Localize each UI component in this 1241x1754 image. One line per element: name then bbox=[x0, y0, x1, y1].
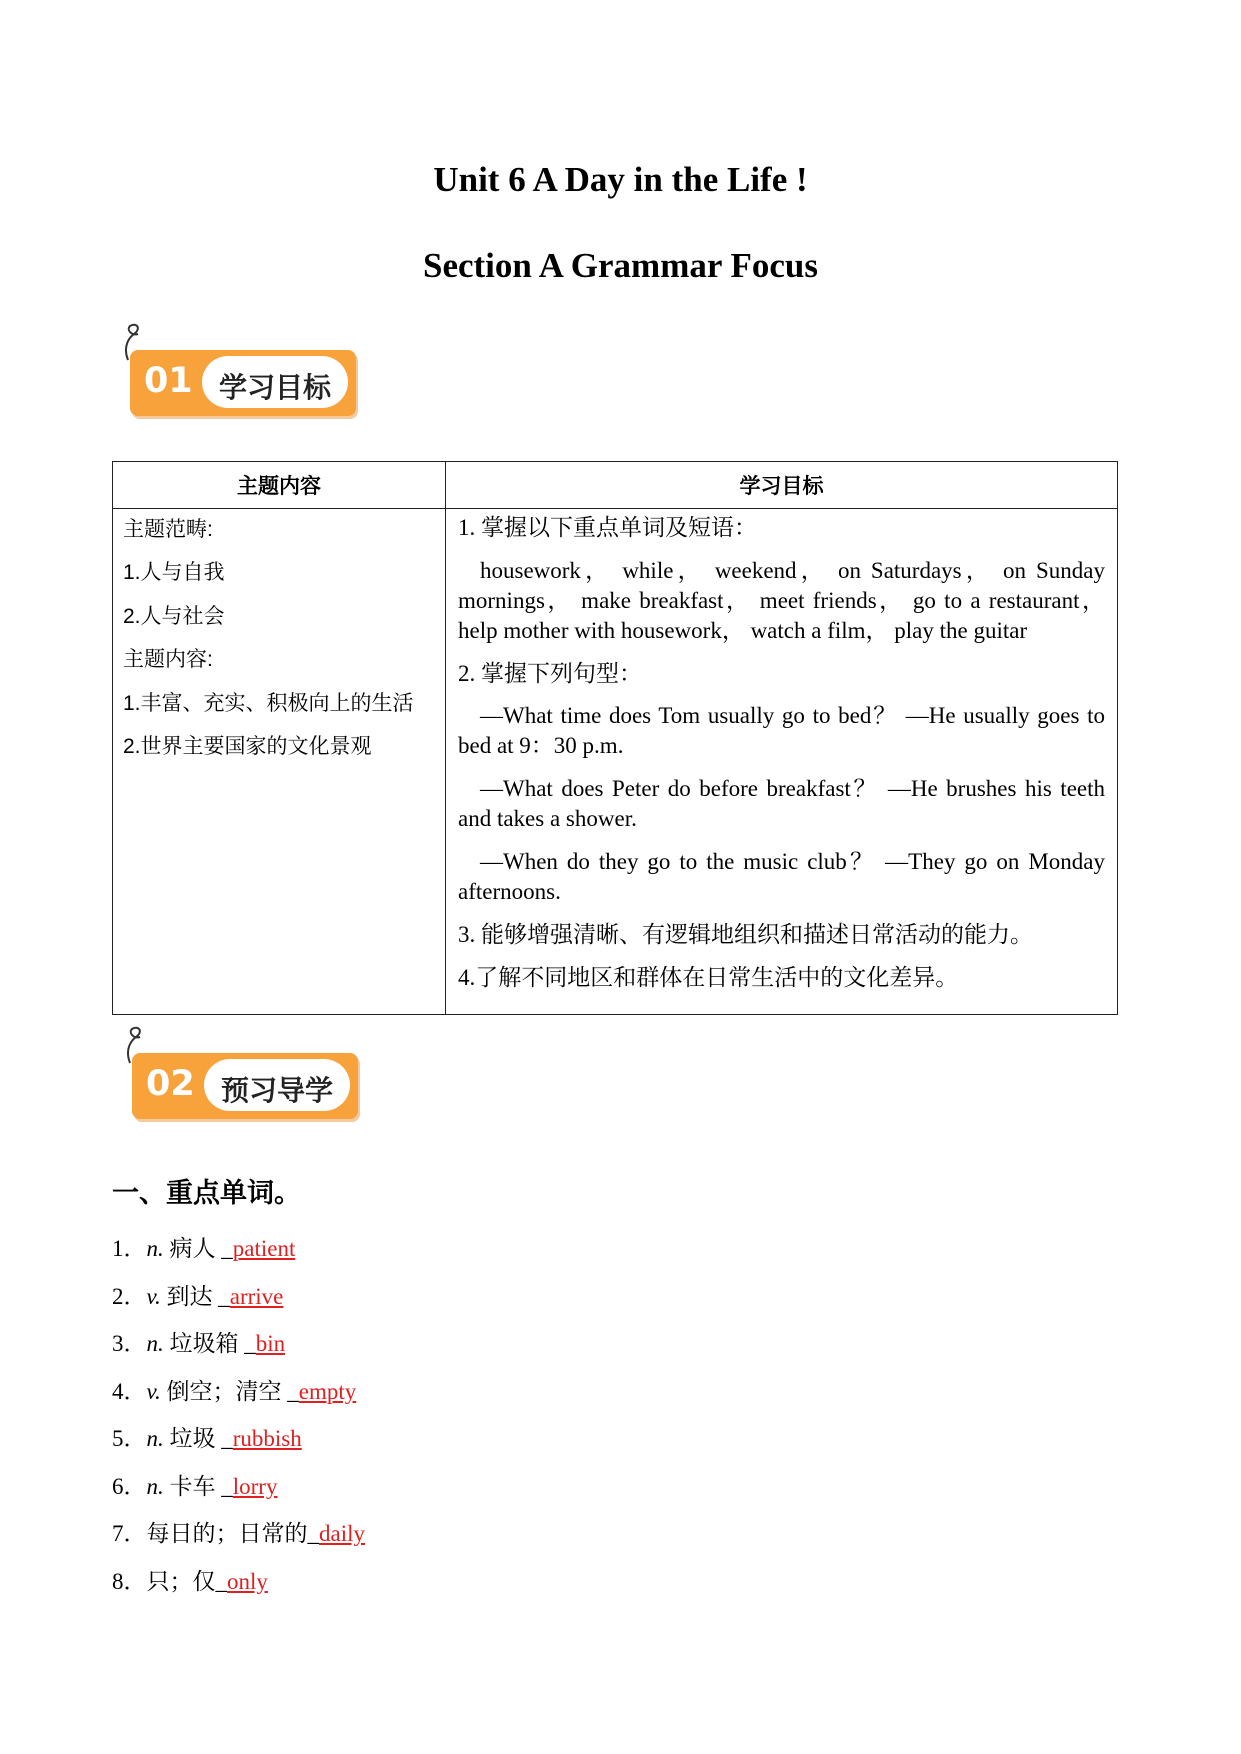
blank-line: _ bbox=[244, 1331, 256, 1356]
header-learning-goals: 学习目标 bbox=[446, 462, 1118, 509]
blank-line: _ bbox=[221, 1473, 233, 1499]
part-of-speech: v. bbox=[146, 1378, 161, 1404]
item-number: 8． bbox=[112, 1568, 147, 1594]
answer: lorry bbox=[232, 1473, 278, 1499]
part-of-speech: n. bbox=[146, 1331, 164, 1356]
vocab-item bbox=[112, 1419, 365, 1467]
answer: patient bbox=[232, 1236, 296, 1261]
item-number: 5． bbox=[112, 1426, 147, 1451]
goal-heading: 2. 掌握下列句型： bbox=[458, 660, 642, 686]
goal-sentence: —What does Peter do before breakfast？ —He brushes his teeth and takes a shower. bbox=[458, 776, 1105, 832]
meaning: 垃圾箱 bbox=[163, 1331, 245, 1356]
item-number: 7． bbox=[112, 1521, 147, 1546]
badge-number: 02 bbox=[146, 1064, 195, 1104]
theme-content-label: 主题内容: bbox=[123, 648, 213, 672]
vocab-item bbox=[112, 1467, 365, 1515]
vocab-item bbox=[112, 1562, 365, 1610]
meaning: 每日的；日常的 bbox=[146, 1521, 308, 1546]
blank-line: _ bbox=[307, 1521, 319, 1546]
vocab-item bbox=[112, 1514, 365, 1562]
vocab-item bbox=[112, 1229, 365, 1277]
answer: bin bbox=[255, 1331, 286, 1356]
goal-vocab-list: housework， while， weekend， on Saturdays， on Sunday mornings， make breakfast， meet friends， go to a restaurant， help mother with housework， watch a film， play the guitar bbox=[458, 557, 1105, 643]
badge-label: 学习目标 bbox=[218, 371, 331, 404]
blank-line: _ bbox=[287, 1378, 299, 1404]
goal-item: 3. 能够增强清晰、有逻辑地组织和描述日常活动的能力。 bbox=[458, 921, 1033, 947]
section-badge-02 bbox=[124, 1025, 364, 1125]
vocab-section-heading: 一、重点单词。 bbox=[112, 1178, 301, 1208]
answer: daily bbox=[319, 1521, 365, 1546]
goal-sentence: —What time does Tom usually go to bed？ —He usually goes to bed at 9：30 p.m. bbox=[458, 703, 1105, 759]
badge-pill bbox=[204, 1059, 350, 1111]
goal-heading: 1. 掌握以下重点单词及短语： bbox=[458, 515, 757, 540]
section-badge-01 bbox=[122, 322, 362, 422]
answer: only bbox=[227, 1568, 268, 1594]
blank-line: _ bbox=[218, 1283, 230, 1309]
part-of-speech: n. bbox=[146, 1426, 164, 1451]
item-number: 1． bbox=[112, 1236, 147, 1261]
meaning: 只；仅 bbox=[146, 1568, 216, 1594]
goal-item: 4.了解不同地区和群体在日常生活中的文化差异。 bbox=[458, 964, 959, 990]
badge-number: 01 bbox=[144, 361, 193, 401]
theme-item: 2.人与社会 bbox=[123, 604, 225, 628]
meaning: 倒空；清空 bbox=[160, 1378, 288, 1404]
header-theme-content: 主题内容 bbox=[113, 462, 446, 509]
answer: rubbish bbox=[232, 1426, 302, 1451]
section-title: Section A Grammar Focus bbox=[422, 246, 818, 285]
goal-sentence: —When do they go to the music club？ —They go on Monday afternoons. bbox=[458, 849, 1105, 904]
item-number: 3． bbox=[112, 1331, 147, 1356]
blank-line: _ bbox=[215, 1568, 227, 1594]
meaning: 垃圾 bbox=[163, 1426, 222, 1451]
part-of-speech: n. bbox=[146, 1236, 164, 1261]
item-number: 2． bbox=[112, 1283, 147, 1309]
meaning: 卡车 bbox=[163, 1473, 222, 1499]
blank-line: _ bbox=[221, 1426, 233, 1451]
table-header-row bbox=[113, 462, 1118, 509]
blank-line: _ bbox=[221, 1236, 233, 1261]
answer: arrive bbox=[229, 1283, 284, 1309]
answer: empty bbox=[298, 1378, 357, 1404]
theme-item: 2.世界主要国家的文化景观 bbox=[123, 734, 372, 758]
learning-goals-table bbox=[112, 461, 1118, 1015]
theme-content-cell bbox=[113, 509, 446, 1015]
theme-item: 1.丰富、充实、积极向上的生活 bbox=[123, 691, 414, 715]
theme-item: 1.人与自我 bbox=[123, 561, 225, 585]
meaning: 到达 bbox=[160, 1283, 219, 1309]
vocab-list bbox=[112, 1229, 365, 1609]
vocab-item bbox=[112, 1372, 365, 1420]
badge-label: 预习导学 bbox=[220, 1074, 333, 1107]
badge-tab bbox=[132, 1053, 358, 1119]
part-of-speech: n. bbox=[146, 1473, 164, 1499]
learning-goals-cell bbox=[446, 509, 1118, 1015]
vocab-item bbox=[112, 1324, 365, 1372]
item-number: 4． bbox=[112, 1378, 147, 1404]
theme-category-label: 主题范畴: bbox=[123, 518, 213, 541]
badge-pill bbox=[202, 356, 348, 408]
part-of-speech: v. bbox=[146, 1283, 161, 1309]
unit-title: Unit 6 A Day in the Life ! bbox=[433, 160, 808, 199]
table-body-row bbox=[113, 509, 1118, 1015]
item-number: 6． bbox=[112, 1473, 147, 1499]
meaning: 病人 bbox=[163, 1236, 222, 1261]
vocab-item bbox=[112, 1277, 365, 1325]
badge-tab bbox=[130, 350, 356, 416]
